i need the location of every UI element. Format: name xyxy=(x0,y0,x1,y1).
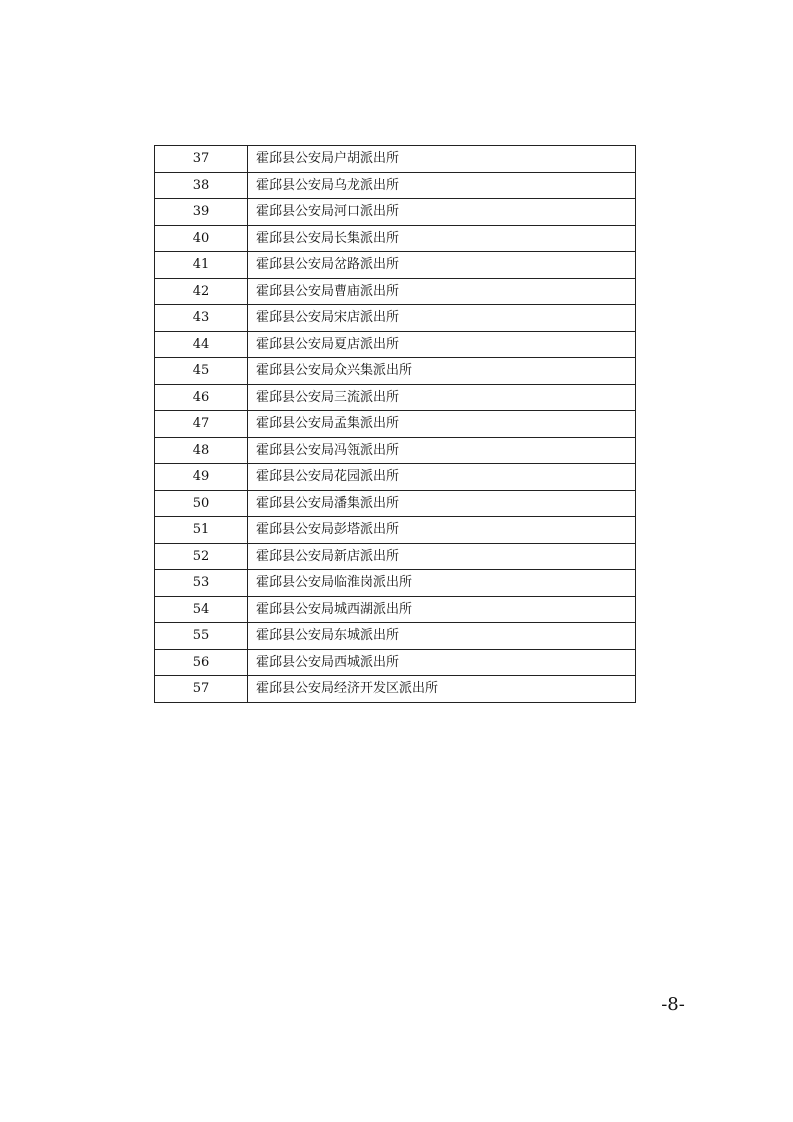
station-name: 霍邱县公安局彭塔派出所 xyxy=(248,517,636,544)
station-name: 霍邱县公安局东城派出所 xyxy=(248,623,636,650)
table-row xyxy=(155,411,636,438)
row-number: 47 xyxy=(155,411,248,438)
station-name: 霍邱县公安局经济开发区派出所 xyxy=(248,676,636,703)
station-name: 霍邱县公安局西城派出所 xyxy=(248,649,636,676)
table-row xyxy=(155,464,636,491)
station-name: 霍邱县公安局乌龙派出所 xyxy=(248,172,636,199)
row-number: 52 xyxy=(155,543,248,570)
row-number: 54 xyxy=(155,596,248,623)
table-row xyxy=(155,252,636,279)
row-number: 40 xyxy=(155,225,248,252)
station-name: 霍邱县公安局长集派出所 xyxy=(248,225,636,252)
table-row xyxy=(155,517,636,544)
row-number: 37 xyxy=(155,146,248,173)
row-number: 39 xyxy=(155,199,248,226)
row-number: 53 xyxy=(155,570,248,597)
station-name: 霍邱县公安局岔路派出所 xyxy=(248,252,636,279)
station-name: 霍邱县公安局夏店派出所 xyxy=(248,331,636,358)
table-row xyxy=(155,172,636,199)
row-number: 57 xyxy=(155,676,248,703)
row-number: 42 xyxy=(155,278,248,305)
row-number: 49 xyxy=(155,464,248,491)
table-row xyxy=(155,146,636,173)
station-name: 霍邱县公安局户胡派出所 xyxy=(248,146,636,173)
station-name: 霍邱县公安局宋店派出所 xyxy=(248,305,636,332)
station-name: 霍邱县公安局孟集派出所 xyxy=(248,411,636,438)
station-name: 霍邱县公安局河口派出所 xyxy=(248,199,636,226)
table-row xyxy=(155,676,636,703)
row-number: 55 xyxy=(155,623,248,650)
row-number: 45 xyxy=(155,358,248,385)
row-number: 43 xyxy=(155,305,248,332)
station-name: 霍邱县公安局新店派出所 xyxy=(248,543,636,570)
table-row xyxy=(155,437,636,464)
table-row xyxy=(155,358,636,385)
station-name: 霍邱县公安局潘集派出所 xyxy=(248,490,636,517)
row-number: 44 xyxy=(155,331,248,358)
table-row xyxy=(155,649,636,676)
page-number: -8- xyxy=(661,994,685,1015)
station-name: 霍邱县公安局三流派出所 xyxy=(248,384,636,411)
table-row xyxy=(155,623,636,650)
row-number: 41 xyxy=(155,252,248,279)
station-name: 霍邱县公安局临淮岗派出所 xyxy=(248,570,636,597)
table-row xyxy=(155,331,636,358)
row-number: 46 xyxy=(155,384,248,411)
table-row xyxy=(155,490,636,517)
row-number: 38 xyxy=(155,172,248,199)
station-name: 霍邱县公安局冯瓴派出所 xyxy=(248,437,636,464)
table-row xyxy=(155,570,636,597)
police-station-table xyxy=(154,145,636,703)
table-body xyxy=(155,146,636,703)
table-row xyxy=(155,225,636,252)
table-row xyxy=(155,305,636,332)
station-name: 霍邱县公安局花园派出所 xyxy=(248,464,636,491)
station-name: 霍邱县公安局众兴集派出所 xyxy=(248,358,636,385)
row-number: 56 xyxy=(155,649,248,676)
table-row xyxy=(155,199,636,226)
table-row xyxy=(155,596,636,623)
table-row xyxy=(155,278,636,305)
row-number: 48 xyxy=(155,437,248,464)
row-number: 50 xyxy=(155,490,248,517)
row-number: 51 xyxy=(155,517,248,544)
station-name: 霍邱县公安局城西湖派出所 xyxy=(248,596,636,623)
table-row xyxy=(155,384,636,411)
table-row xyxy=(155,543,636,570)
station-name: 霍邱县公安局曹庙派出所 xyxy=(248,278,636,305)
